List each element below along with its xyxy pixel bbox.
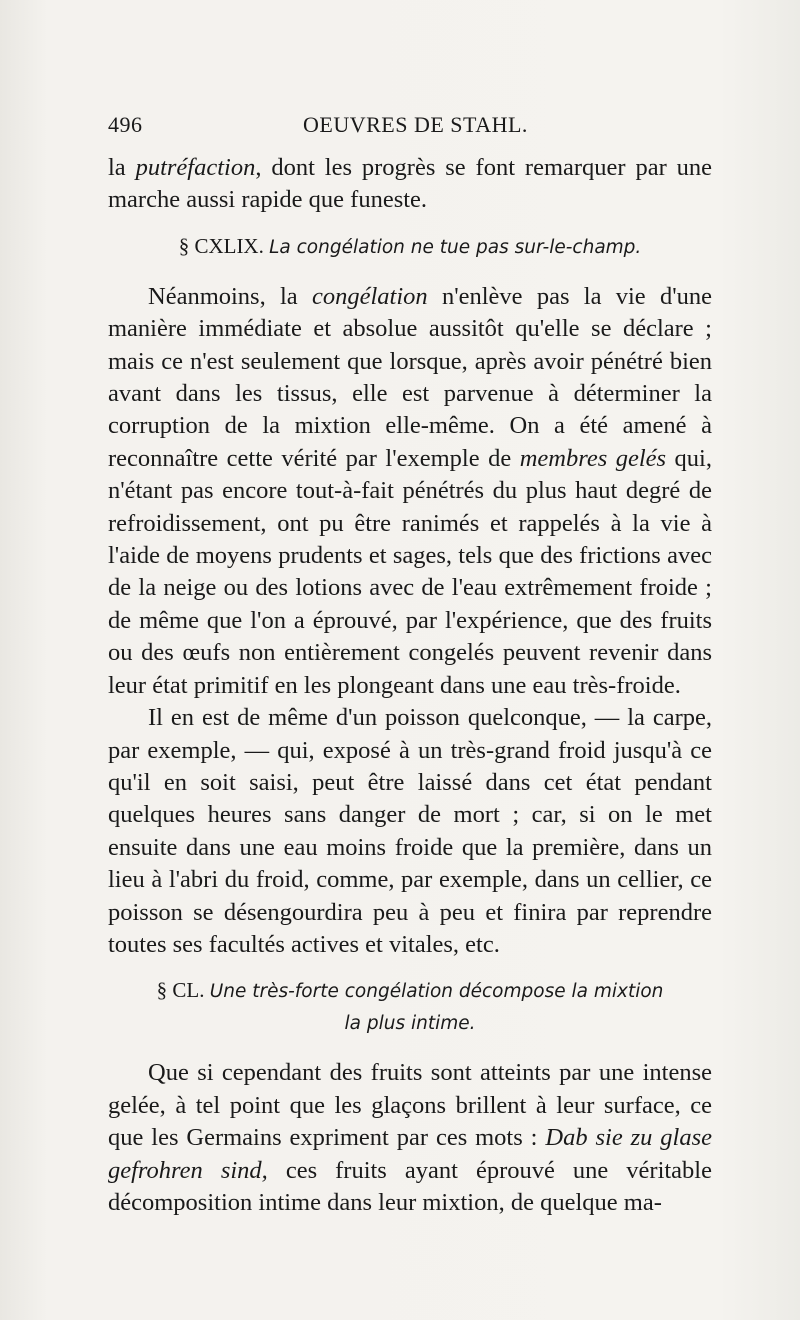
text-run: qui, n'étant pas encore tout-à-fait pénétrés du plus haut degré de refroidissement, ont pu être ranimés et rappelés à la vie à l'aide de moyens prudents et sages, tels que des frictions avec de la neige ou des lotions avec de l'eau extrêmement froide ; de même que l'on a éprouvé, par l'expérience, que des fruits ou des œufs non entièrement congelés peuvent revenir dans leur état primitif en les plongeant dans une eau très-froide. [108,444,712,699]
italic-phrase: Dab sie zu glase gefrohren sind, [108,1124,712,1184]
text-run: , dont les progrès se font remarquer par une marche aussi rapide que funeste. [108,154,713,214]
section-number: § CL. [156,978,210,1003]
paragraph-continuation [108,152,712,217]
text-run: Néanmoins, la [148,282,312,310]
section-number: § CXLIX. [178,233,270,258]
paragraph: Il en est de même d'un poisson quelconque, — la carpe, par exemple, — qui, exposé à un très-grand froid jusqu'à ce qu'il en soit saisi, peut être laissé dans cet état pendant quelques heures sans danger de mort ; car, si on le met ensuite dans une eau moins froide que la première, dans un lieu à l'abri du froid, comme, par exemple, dans un cellier, ce poisson se désengourdira peu à peu et finira par reprendre toutes ses facultés actives et vitales, etc. [108,704,712,958]
section-title: Une très-forte congélation décompose la mixtion [209,981,664,1003]
section-heading-cxlix [108,231,712,263]
text-run: n'enlève pas la vie d'une manière immédiate et absolue aussitôt qu'elle se déclare ; mais ce n'est seulement que lorsque, après avoir pénétré bien avant dans les tissus, elle est parvenue à déterminer la corruption de la mixtion elle-même. On a été amené à reconnaître cette vérité par l'exemple de [108,282,712,472]
text-run: ces fruits ayant éprouvé une véritable décomposition intime dans leur mixtion, de quelque ma- [108,1156,712,1216]
running-title: OEUVRES DE STAHL. [303,112,528,137]
section-heading-cl [108,975,712,1039]
italic-term: putréfaction [135,154,256,181]
page-body [108,152,712,1219]
page-number: 496 [108,112,143,137]
paragraph [108,281,712,702]
italic-term: membres gelés [519,444,667,472]
paragraph [108,1057,712,1219]
section-title-continued: la plus intime. [344,1013,476,1035]
text-run: Que si cependant des fruits sont atteints par une intense gelée, à tel point que les glaçons brillent à leur surface, ce que les Germains expriment par ces mots : [108,1059,712,1152]
section-title: La congélation ne tue pas sur-le-champ. [269,236,642,258]
italic-term: congélation [311,282,428,310]
text-run: la [108,154,136,181]
